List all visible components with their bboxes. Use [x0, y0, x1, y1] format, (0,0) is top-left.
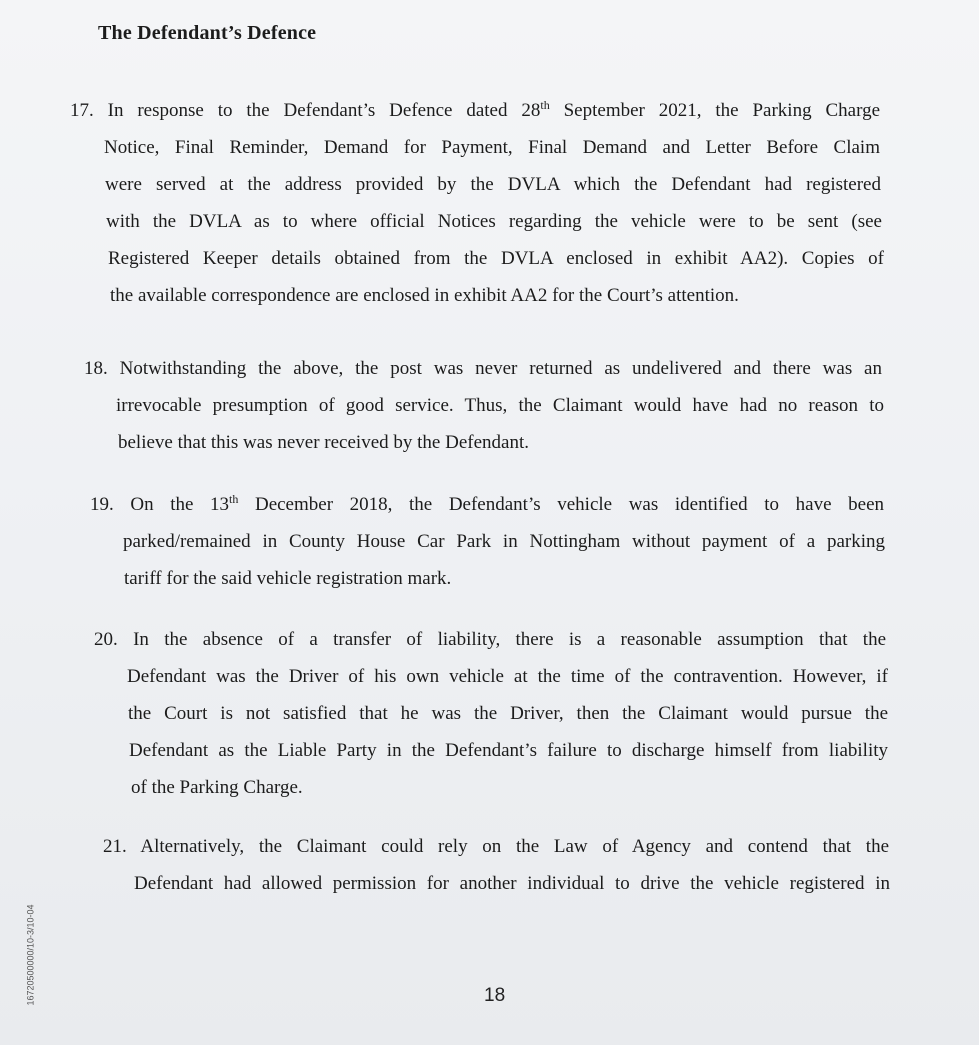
paragraph-19 — [90, 486, 886, 597]
paragraph-21 — [103, 828, 891, 902]
paragraph-line: irrevocable presumption of good service. Thus, the Claimant would have had no reason to — [116, 395, 884, 416]
paragraph-line: with the DVLA as to where official Notices regarding the vehicle were to be sent (see — [106, 211, 882, 232]
page-number: 18 — [484, 985, 506, 1006]
paragraph-number: 17. — [70, 100, 94, 121]
paragraph-number: 19. — [90, 494, 114, 515]
line-text: Notwithstanding the above, the post was never returned as undelivered and there was an — [119, 358, 882, 379]
paragraph-20 — [94, 621, 888, 806]
paragraph-line: the Court is not satisfied that he was the Driver, then the Claimant would pursue the — [128, 703, 888, 724]
paragraph-line — [103, 828, 889, 865]
ordinal-suffix: th — [540, 98, 550, 112]
ordinal-suffix: th — [229, 492, 239, 506]
paragraph-line: were served at the address provided by the DVLA which the Defendant had registered — [105, 174, 881, 195]
paragraph-line — [70, 92, 880, 129]
section-heading: The Defendant’s Defence — [98, 22, 317, 44]
side-reference-code: 16720500000/10-3/10-04 — [25, 904, 36, 1006]
paragraph-number: 20. — [94, 629, 118, 650]
paragraph-line: Defendant as the Liable Party in the Defendant’s failure to discharge himself from liability — [129, 740, 888, 761]
paragraph-number: 18. — [84, 358, 108, 379]
line-text: In the absence of a transfer of liability, there is a reasonable assumption that the — [133, 629, 887, 650]
paragraph-line — [84, 350, 882, 387]
line-text: Alternatively, the Claimant could rely on the Law of Agency and contend that the — [140, 836, 889, 857]
paragraph-line — [90, 486, 884, 523]
paragraph-line: parked/remained in County House Car Park in Nottingham without payment of a parking — [123, 531, 885, 552]
paragraph-line: Registered Keeper details obtained from the DVLA enclosed in exhibit AA2). Copies of — [108, 248, 884, 269]
paragraph-number: 21. — [103, 836, 127, 857]
line-text-tail: September 2021, the Parking Charge — [549, 100, 880, 121]
paragraph-17 — [70, 92, 882, 314]
paragraph-line: Notice, Final Reminder, Demand for Payment, Final Demand and Letter Before Claim — [104, 137, 880, 158]
paragraph-18 — [84, 350, 884, 461]
paragraph-line: Defendant had allowed permission for another individual to drive the vehicle registered in — [134, 873, 890, 894]
paragraph-line: Defendant was the Driver of his own vehicle at the time of the contravention. However, if — [127, 666, 888, 687]
line-text: On the 13 — [130, 494, 230, 515]
paragraph-line — [94, 621, 886, 658]
line-text-tail: December 2018, the Defendant’s vehicle was identified to have been — [238, 494, 884, 515]
line-text: In response to the Defendant’s Defence dated 28 — [107, 100, 541, 121]
paragraph-line: the available correspondence are enclosed in exhibit AA2 for the Court’s attention. — [110, 285, 739, 306]
paragraph-line: tariff for the said vehicle registration mark. — [124, 568, 452, 589]
paragraph-line: believe that this was never received by the Defendant. — [118, 432, 529, 453]
paragraph-line: of the Parking Charge. — [131, 777, 303, 798]
